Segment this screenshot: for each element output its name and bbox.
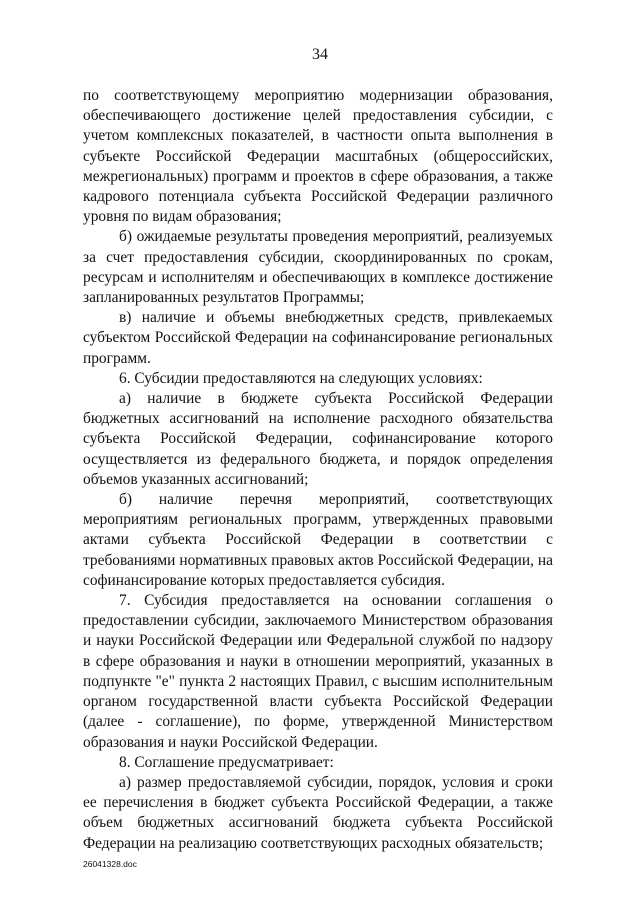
paragraph-section-6-item-b: б) наличие перечня мероприятий, соответствующих мероприятиям региональных программ, утвержденных правовыми актами субъекта Российской Федерации в соответствии с требованиями нормативных правовых актов Российской Федерации, на софинансирование которых предоставляется субсидия. <box>83 491 553 589</box>
paragraph-section-6-heading: 6. Субсидии предоставляются на следующих условиях: <box>119 369 483 387</box>
paragraph-item-v-extrabudgetary-funds: в) наличие и объемы внебюджетных средств, привлекаемых субъектом Российской Федерации на софинансирование региональных программ. <box>83 309 553 367</box>
footer-document-code: 26041328.doc <box>83 859 137 869</box>
paragraph-section-8-item-a: а) размер предоставляемой субсидии, порядок, условия и сроки ее перечисления в бюджет субъекта Российской Федерации, а также объем бюджетных ассигнований бюджета субъекта Российской Федерации на реализацию соответствующих расходных обязательств; <box>83 773 553 852</box>
paragraph-section-6-item-a: а) наличие в бюджете субъекта Российской Федерации бюджетных ассигнований на исполнение расходного обязательства субъекта Российской Федерации, софинансирование которого осуществляется из федерального бюджета, и порядок определения объемов указанных ассигнований; <box>83 390 553 488</box>
paragraph-section-7: 7. Субсидия предоставляется на основании соглашения о предоставлении субсидии, заключаемого Министерством образования и науки Российской Федерации или Федеральной службой по надзору в сфере образования и науки в отношении мероприятий, указанных в подпункте "е" пункта 2 настоящих Правил, с высшим исполнительным органом государственной власти субъекта Российской Федерации (далее - соглашение), по форме, утвержденной Министерством образования и науки Российской Федерации. <box>83 592 553 751</box>
paragraph-continuation: по соответствующему мероприятию модернизации образования, обеспечивающего достижение целей предоставления субсидии, с учетом комплексных показателей, в частности опыта выполнения в субъекте Российской Федерации масштабных (общероссийских, межрегиональных) программ и проектов в сфере образования, а также кадрового потенциала субъекта Российской Федерации различного уровня по видам образования; <box>83 87 553 226</box>
paragraph-item-b-expected-results: б) ожидаемые результаты проведения мероприятий, реализуемых за счет предоставления субсидии, скоординированных по срокам, ресурсам и исполнителям и обеспечивающих в комплексе достижение запланированных результатов Программы; <box>83 228 553 307</box>
page-number: 34 <box>312 46 328 63</box>
paragraph-section-8-heading: 8. Соглашение предусматривает: <box>119 753 334 771</box>
document-body <box>83 86 553 854</box>
